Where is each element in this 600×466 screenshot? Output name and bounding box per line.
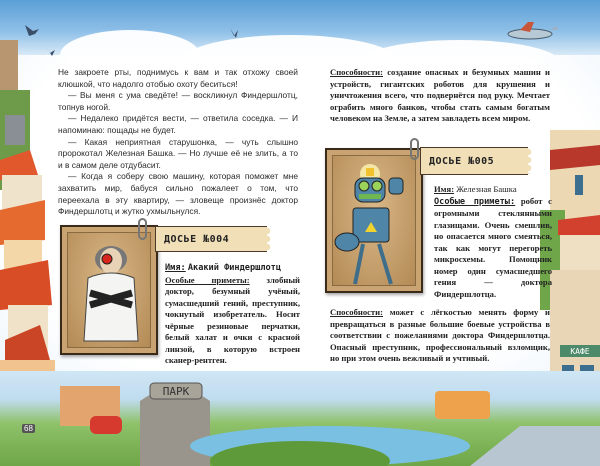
abilities-label: Способности: <box>330 307 383 317</box>
robot-portrait <box>333 156 419 289</box>
name-label: Имя: <box>165 263 186 273</box>
abilities-value: может с лёгкостью менять форму и превращаться в разные большие боевые устройства в соответствии с пожеланиями доктора Финдершлотца. Опасный преступник, профессиональный взломщик, но при этом очень вежливый и учтивый. <box>330 307 550 363</box>
features-label: Особые приметы: <box>434 196 516 207</box>
left-page-story-text <box>58 67 298 218</box>
paragraph: — Недалеко придётся вести, — ответила соседка. — И напоминаю: пощады не будет. <box>58 113 298 135</box>
page-number: 68 <box>24 424 33 433</box>
abilities-004 <box>330 67 550 125</box>
paragraph: — Когда я соберу свою машину, которая поможет мне захватить мир, бабуся сильно пожалеет о том, что переехала в эту квартиру, — зловеще произнёс доктор Финдершлотц и жутко ухмыльнулся. <box>58 171 298 217</box>
dossier-004-info <box>165 262 300 367</box>
park-scene-illustration <box>0 371 600 466</box>
abilities-label: Способности: <box>330 67 383 77</box>
abilities-005 <box>330 307 550 365</box>
red-car <box>90 416 122 434</box>
bird-icon <box>25 25 238 56</box>
paperclip-icon <box>410 138 419 160</box>
dossier-004-tag: ДОСЬЕ №004 <box>155 226 267 252</box>
name-value: Акакий Финдершлотц <box>187 263 281 273</box>
orange-van <box>435 391 490 419</box>
dossier-005-photo <box>325 148 423 293</box>
street <box>470 426 600 466</box>
dossier-005-info <box>434 184 552 300</box>
abilities-value: создание опасных и безумных машин и устройств, гигантских роботов для крушения и уничтожения всего, что подвернётся под руку. Мечтает ограбить много банков, чтобы стать самым богатым человеком на Земле, а затем завладеть всем миром. <box>330 67 551 123</box>
paragraph: Не закроете рты, поднимусь к вам и так отхожу своей клюшкой, что надолго отобью охоту беситься! <box>58 67 298 89</box>
name-value: Железная Башка <box>456 184 517 194</box>
airplane-icon <box>508 22 558 39</box>
park-arch <box>140 389 210 466</box>
park-sign-text: ПАРК <box>162 385 190 398</box>
dossier-005-tag: ДОСЬЕ №005 <box>420 147 528 175</box>
sky-illustration <box>20 20 600 65</box>
paragraph: — Вы меня с ума сведёте! — воскликнул Финдершлотц, топнув ногой. <box>58 90 298 112</box>
features-value: злобный доктор, безумный учёный, сумасшедший гений, преступник, чокнутый изобретатель. Носит чёрные резиновые перчатки, белый халат и очки с красной линзой, в которую встроен сканер-рентген. <box>165 274 300 365</box>
paragraph: — Какая неприятная старушонка, — чуть слышно пророкотал Железная Башка. — Но лучше её не злить, а то и в самом деле отдубасит. <box>58 136 298 170</box>
cafe-sign-text: КАФЕ <box>570 347 590 356</box>
dossier-004-photo <box>60 225 158 355</box>
doctor-portrait <box>68 233 154 351</box>
features-label: Особые приметы: <box>165 274 250 285</box>
paperclip-icon <box>138 218 147 240</box>
features-value: робот с огромными стеклянными глазищами. Очень смешлив, но опасается много смеяться, так как могут перегореть микросхемы. Помощник номер один сумасшедшего гения — доктора Финдершлотца. <box>434 195 552 299</box>
name-label: Имя: <box>434 184 455 194</box>
park-scene <box>0 371 600 466</box>
